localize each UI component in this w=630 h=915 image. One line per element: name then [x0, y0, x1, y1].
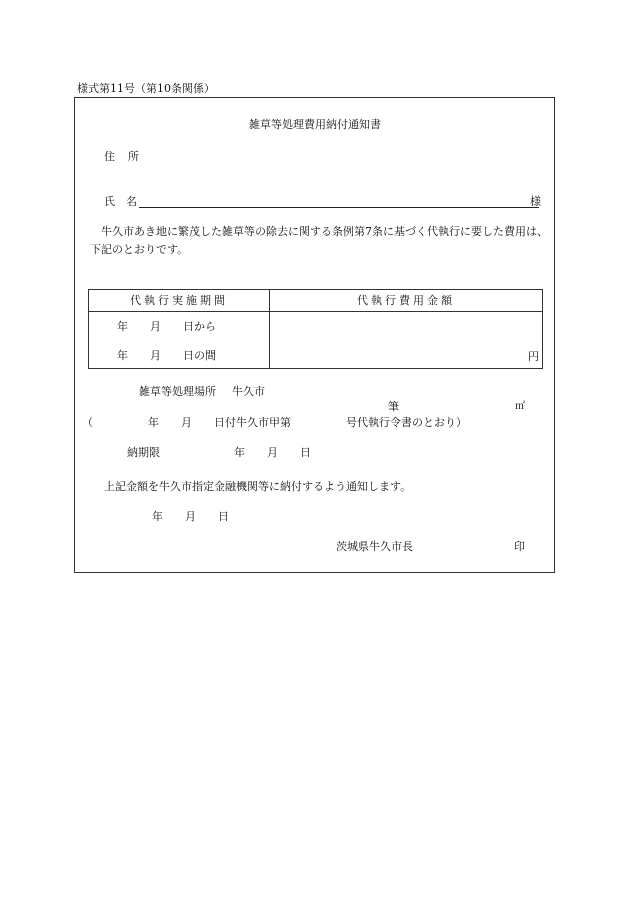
seal-mark: 印 — [514, 540, 525, 553]
name-underline — [139, 207, 539, 208]
name-label: 氏 名 — [104, 195, 137, 208]
body-paragraph: 牛久市あき地に繁茂した雑草等の除去に関する条例第7条に基づく代執行に要した費用は、下記のとおりです。 — [90, 225, 548, 256]
document-title: 雑草等処理費用納付通知書 — [249, 118, 381, 131]
processing-place-value: 牛久市 — [232, 385, 265, 398]
header-execution-period: 代執行実施期間 — [130, 294, 228, 307]
amount-unit-yen: 円 — [528, 350, 539, 363]
header-execution-cost: 代執行費用金額 — [357, 294, 455, 307]
notice-sentence: 上記金額を牛久市指定金融機関等に納付するよう通知します。 — [104, 480, 412, 493]
form-number-label: 様式第11号（第10条関係） — [77, 82, 215, 95]
processing-place-label: 雑草等処理場所 — [139, 385, 216, 398]
order-reference-line: （ 年 月 日付牛久市甲第 号代執行令書のとおり） — [82, 416, 467, 429]
payment-deadline-date: 年 月 日 — [234, 446, 311, 459]
period-end: 年 月 日の間 — [117, 349, 216, 362]
issue-date: 年 月 日 — [152, 510, 229, 523]
period-start: 年 月 日から — [117, 320, 216, 333]
issuer-name: 茨城県牛久市長 — [336, 540, 413, 553]
name-honorific: 様 — [530, 195, 541, 208]
lot-unit: 筆 — [388, 400, 399, 413]
area-unit: ㎡ — [515, 401, 525, 412]
payment-deadline-label: 納期限 — [127, 446, 160, 459]
address-label: 住 所 — [104, 150, 140, 163]
